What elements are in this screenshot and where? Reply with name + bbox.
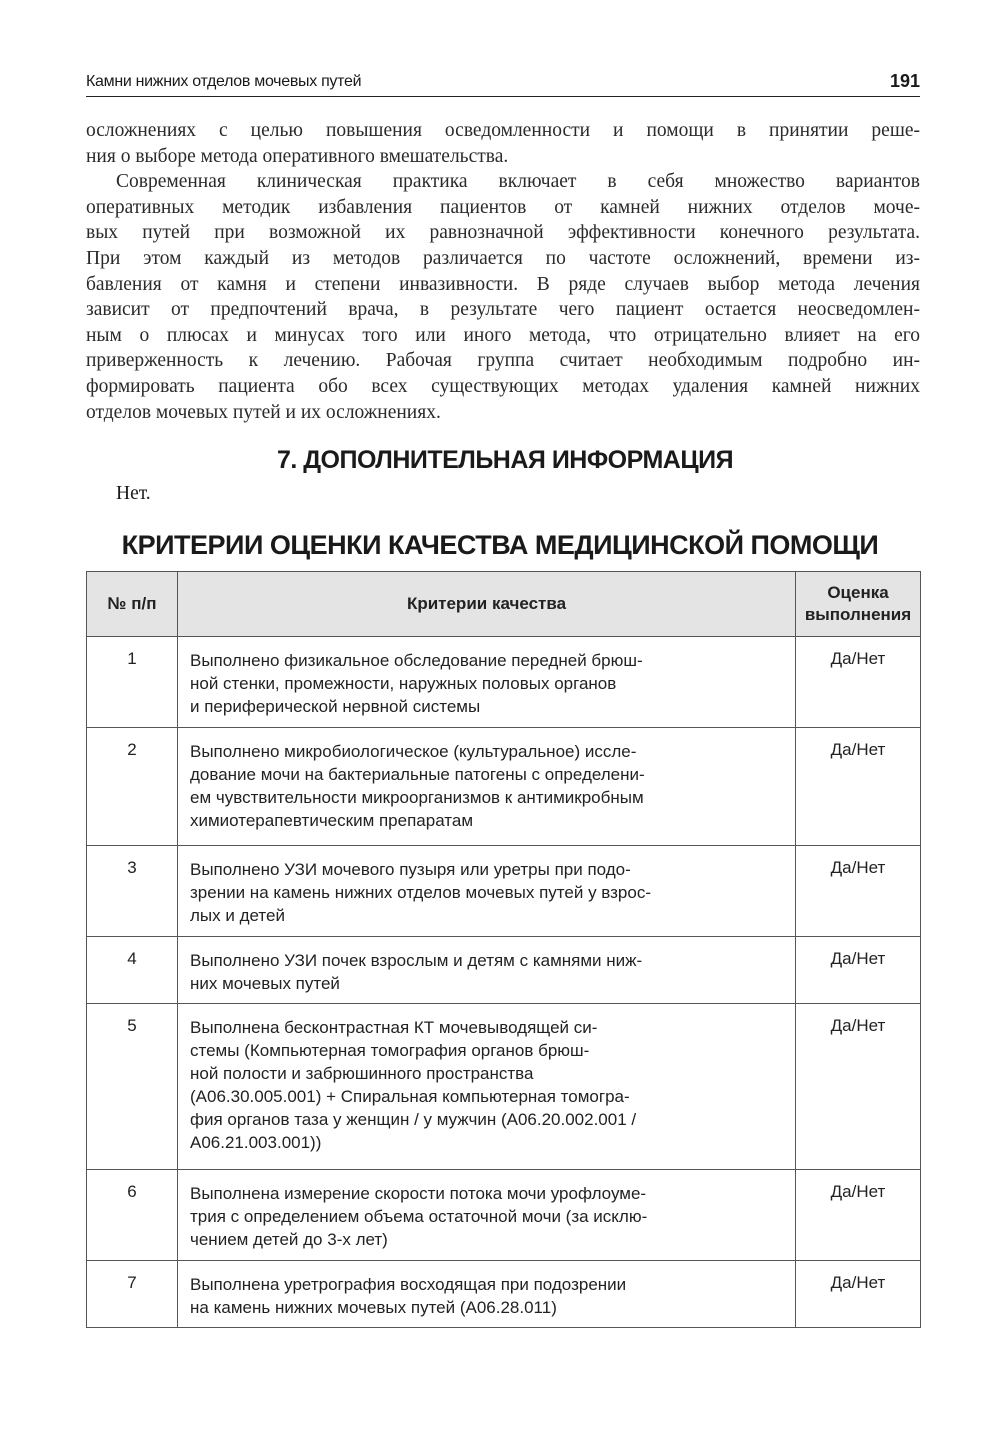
text-line: ния о выборе метода оперативного вмешательства. [86, 145, 509, 167]
body-text [86, 118, 920, 425]
criterion-text [178, 1004, 796, 1170]
row-number: 7 [87, 1261, 178, 1328]
criterion-line: дование мочи на бактериальные патогены с определени- [190, 765, 645, 784]
col-number: № п/п [87, 572, 178, 637]
result-cell: Да/Нет [796, 937, 921, 1004]
row-number: 1 [87, 637, 178, 728]
criterion-line: Выполнено УЗИ мочевого пузыря или уретры при подо- [190, 860, 631, 879]
criterion-line: (A06.30.005.001) + Спиральная компьютерная томогра- [190, 1087, 630, 1106]
criterion-text [178, 637, 796, 728]
table-row [87, 728, 921, 846]
row-number: 2 [87, 728, 178, 846]
row-number: 5 [87, 1004, 178, 1170]
table-header-row [87, 572, 921, 637]
result-cell: Да/Нет [796, 1170, 921, 1261]
row-number: 4 [87, 937, 178, 1004]
criterion-line: Выполнено микробиологическое (культуральное) иссле- [190, 742, 637, 761]
section-heading: 7. ДОПОЛНИТЕЛЬНАЯ ИНФОРМАЦИЯ [276, 446, 734, 474]
table-title: КРИТЕРИИ ОЦЕНКИ КАЧЕСТВА МЕДИЦИНСКОЙ ПОМОЩИ [121, 530, 879, 560]
criterion-line: чением детей до 3-х лет) [190, 1230, 388, 1249]
text-line: осложнениях с целью повышения осведомленности и помощи в принятии реше- [86, 120, 920, 141]
table-row [87, 846, 921, 937]
row-number: 6 [87, 1170, 178, 1261]
criterion-line: Выполнена измерение скорости потока мочи урофлоуме- [190, 1184, 647, 1203]
result-cell: Да/Нет [796, 728, 921, 846]
col-criteria: Критерии качества [178, 572, 796, 637]
criterion-line: них мочевых путей [190, 974, 340, 993]
criterion-line: Выполнено физикальное обследование передней брюш- [190, 651, 643, 670]
criterion-line: лых и детей [190, 906, 285, 925]
criterion-text [178, 846, 796, 937]
criterion-line: ной стенки, промежности, наружных половых органов [190, 674, 617, 693]
criterion-line: трия с определением объема остаточной мочи (за исклю- [190, 1207, 648, 1226]
result-cell: Да/Нет [796, 846, 921, 937]
paragraph [86, 169, 920, 425]
criterion-line: фия органов таза у женщин / у мужчин (A06.20.002.001 / [190, 1110, 637, 1129]
text-line: приверженность к лечению. Рабочая группа считает необходимым подробно ин- [86, 350, 920, 372]
criterion-line: зрении на камень нижних отделов мочевых путей у взрос- [190, 883, 652, 902]
criterion-line: ем чувствительности микроорганизмов к антимикробным [190, 788, 644, 807]
criterion-line: стемы (Компьютерная томография органов брюш- [190, 1041, 590, 1060]
criterion-text [178, 1261, 796, 1328]
text-line: бавления от камня и степени инвазивности. В ряде случаев выбор метода лечения [86, 273, 920, 295]
criterion-line: химиотерапевтическим препаратам [190, 811, 474, 830]
table-row [87, 637, 921, 728]
criterion-line: и периферической нервной системы [190, 697, 481, 716]
criterion-text [178, 937, 796, 1004]
text-line: При этом каждый из методов различается по частоте осложнений, времени из- [86, 247, 920, 269]
quality-criteria-table [86, 571, 921, 1328]
page-number: 191 [889, 71, 920, 91]
col-result [796, 572, 921, 637]
result-cell: Да/Нет [796, 1004, 921, 1170]
result-cell: Да/Нет [796, 1261, 921, 1328]
criterion-line: A06.21.003.001)) [190, 1133, 322, 1152]
criterion-line: на камень нижних мочевых путей (A06.28.011) [190, 1298, 557, 1317]
criterion-line: Выполнено УЗИ почек взрослым и детям с камнями ниж- [190, 951, 643, 970]
col-result-line1: Оценка [827, 583, 889, 602]
section-text: Нет. [116, 483, 151, 504]
text-line: отделов мочевых путей и их осложнениях. [86, 401, 441, 423]
running-header [86, 70, 920, 97]
result-cell: Да/Нет [796, 637, 921, 728]
table-row [87, 1004, 921, 1170]
table-row [87, 1261, 921, 1328]
text-line: вых путей при возможной их равнозначной эффективности конечного результата. [86, 222, 920, 244]
paragraph [86, 118, 920, 169]
criterion-text [178, 1170, 796, 1261]
text-line: Современная клиническая практика включает в себя множество вариантов [116, 171, 920, 193]
criterion-text [178, 728, 796, 846]
text-line: ным о плюсах и минусах того или иного метода, что отрицательно влияет на его [86, 324, 920, 346]
row-number: 3 [87, 846, 178, 937]
criterion-line: Выполнена уретрография восходящая при подозрении [190, 1275, 627, 1294]
col-result-line2: выполнения [804, 605, 912, 624]
criterion-line: Выполнена бесконтрастная КТ мочевыводящей си- [190, 1018, 598, 1037]
table-row [87, 1170, 921, 1261]
criterion-line: ной полости и забрюшинного пространства [190, 1064, 534, 1083]
text-line: зависит от предпочтений врача, в результате чего пациент остается неосведомлен- [86, 299, 920, 321]
running-title: Камни нижних отделов мочевых путей [86, 73, 362, 90]
table-row [87, 937, 921, 1004]
text-line: формировать пациента обо всех существующих методах удаления камней нижних [86, 375, 920, 397]
text-line: оперативных методик избавления пациентов от камней нижних отделов моче- [86, 196, 920, 218]
